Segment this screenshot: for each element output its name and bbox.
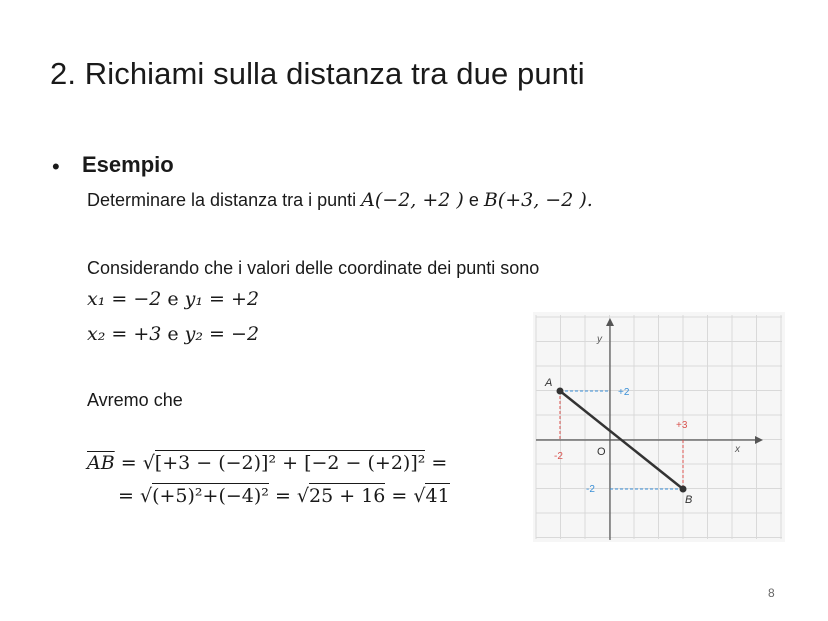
y2-value: y₂ = −2: [184, 323, 260, 345]
coordinates-intro: Considerando che i valori delle coordinate dei punti sono: [87, 258, 540, 278]
sqrt-symbol: √: [296, 485, 310, 507]
origin-label: O: [597, 446, 606, 458]
problem-statement: [87, 189, 593, 211]
radicand: 41: [425, 485, 450, 507]
slide-title: 2. Richiami sulla distanza tra due punti: [50, 56, 585, 91]
conjunction-e-2: e: [161, 323, 185, 345]
conjunction-e-1: e: [161, 288, 185, 310]
x1-value: x₁ = −2: [87, 288, 162, 310]
coordinates-line-2: [87, 323, 259, 345]
segment-ab: $\overline{AB}$: [87, 452, 115, 474]
x2-value: x₂ = +3: [87, 323, 162, 345]
sqrt-symbol: √: [142, 452, 155, 474]
point-a-math: A(−2, +2 ): [361, 189, 464, 211]
distance-formula-line-1: [87, 452, 447, 474]
point-a-label: A: [545, 377, 553, 389]
tick-label-y-pos: +2: [618, 387, 630, 398]
coordinate-plane-figure: [533, 312, 785, 542]
conclusion-intro: Avremo che: [87, 390, 183, 410]
tick-label-x-pos: +3: [676, 420, 688, 431]
equals-sign: =: [385, 485, 414, 507]
tick-label-y-neg: -2: [586, 484, 595, 495]
conjunction: e: [463, 190, 484, 210]
y1-value: y₁ = +2: [184, 288, 260, 310]
coordinates-line-1: [87, 288, 259, 310]
distance-formula-line-2: [118, 485, 450, 507]
bullet-symbol: •: [52, 154, 60, 179]
radicand: 25 + 16: [309, 485, 386, 507]
problem-text: Determinare la distanza tra i punti: [87, 190, 362, 210]
equals-tail: =: [425, 452, 448, 474]
radicand: [+3 − (−2)]² + [−2 − (+2)]²: [154, 452, 426, 474]
bullet-heading: Esempio: [82, 152, 174, 177]
radicand: (+5)²+(−4)²: [152, 485, 269, 507]
sqrt-symbol: √: [139, 485, 153, 507]
y-axis-label: y: [597, 334, 602, 345]
equals-sign: =: [114, 452, 143, 474]
x-axis-label: x: [735, 444, 740, 455]
equals-sign: =: [268, 485, 297, 507]
point-a-dot: [557, 388, 564, 395]
equals-lead: =: [118, 485, 140, 507]
sqrt-symbol: √: [413, 485, 426, 507]
point-b-math: B(+3, −2 ).: [483, 189, 593, 211]
page-number: 8: [768, 586, 775, 600]
tick-label-x-neg: -2: [554, 451, 563, 462]
point-b-dot: [680, 486, 687, 493]
point-b-label: B: [685, 494, 693, 506]
